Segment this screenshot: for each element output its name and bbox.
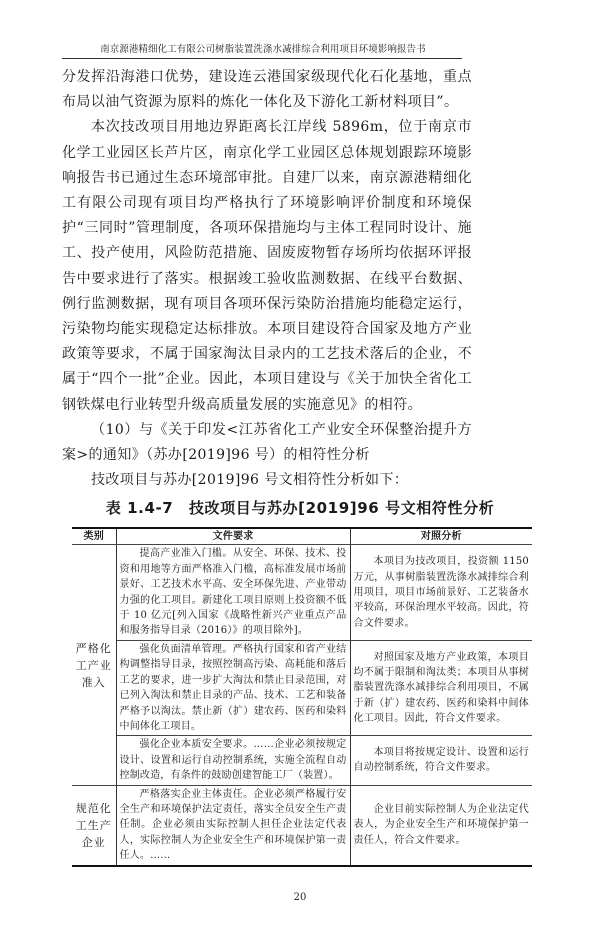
paragraph: 分发挥沿海港口优势，建设连云港国家级现代化石化基地，重点布局以油气资源为原料的炼化一体化及下游化工新材料项目”。 <box>62 69 472 111</box>
compliance-table <box>72 527 532 866</box>
analysis-cell: 本项目将按规定设计、设置和运行自动控制系统，符合文件要求。 <box>350 736 532 785</box>
table-row <box>72 640 532 735</box>
requirement-cell: 强化企业本质安全要求。……企业必须按规定设计、设置和运行自动控制系统，实施全流程自动控制改造，有条件的鼓励创建智能工厂（装置）。 <box>116 736 350 785</box>
header-divider <box>62 58 462 59</box>
requirement-cell: 强化负面清单管理。严格执行国家和省产业结构调整指导目录，按照控制高污染、高耗能和落后工艺的要求，进一步扩大淘汰和禁止目录范围，对已列入淘汰和禁止目录的产品、技术、工艺和装备严格予以淘汰。禁止新（扩）建农药、医药和染料中间体化工项目。 <box>116 640 350 735</box>
table-caption: 表 1.4-7 技改项目与苏办[2019]96 号文相符性分析 <box>105 499 495 518</box>
paragraph: 本次技改项目用地边界距离长江岸线 5896m，位于南京市化学工业园区长芦片区，南京化学工业园区总体规划跟踪环境影响报告书已通过生态环境部审批。自建厂以来，南京源港精细化工有限公司现有项目均严格执行了环境影响评价制度和环境保护“三同时”管理制度，各项环保措施均与主体工程同时设计、施工、投产使用，风险防范措施、固废废物暂存场所均依据环评报告中要求进行了落实。根据竣工验收监测数据、在线平台数据、例行监测数据，现有项目各项环保污染防治措施均能稳定运行，污染物均能实现稳定达标排放。本项目建设符合国家及地方产业政策等要求，不属于国家淘汰目录内的工艺技术落后的企业，不属于“四个一批”企业。因此，本项目建设与《关于加快全省化工钢铁煤电行业转型升级高质量发展的实施意见》的相符。 <box>62 119 472 413</box>
category-cell: 规范化工生产企业 <box>72 785 116 866</box>
header-analysis: 对照分析 <box>350 528 532 545</box>
analysis-cell: 对照国家及地方产业政策，本项目均不属于限制和淘汰类；本项目从事树脂装置洗涤水减排综合利用项目，不属于新（扩）建农药、医药和染料中间体化工项目。因此，符合文件要求。 <box>350 640 532 735</box>
document-header: 南京源港精细化工有限公司树脂装置洗涤水减排综合利用项目环境影响报告书 <box>100 44 426 55</box>
analysis-cell: 企业目前实际控制人为企业法定代表人，为企业安全生产和环境保护第一责任人，符合文件要求。 <box>350 785 532 866</box>
analysis-cell: 本项目为技改项目，投资额 1150 万元，从事树脂装置洗涤水减排综合利用项目，项目市场前景好、工艺装备水平较高，环保治理水平较高。因此，符合文件要求。 <box>350 545 532 640</box>
requirement-cell: 提高产业准入门槛。从安全、环保、技术、投资和用地等方面严格准入门槛，高标准发展市场前景好、工艺技术水平高、安全环保先进、产业带动力强的化工项目。新建化工项目原则上投资额不低于 10 亿元[列入国家《战略性新兴产业重点产品和服务指导目录（2016）》的项目除外]。 <box>116 545 350 640</box>
requirement-cell: 严格落实企业主体责任。企业必须严格履行安全生产和环境保护法定责任，落实全员安全生产责任制。企业必须由实际控制人担任企业法定代表人，实际控制人为企业安全生产和环境保护第一责任人。…… <box>116 785 350 866</box>
paragraph: 技改项目与苏办[2019]96 号文相符性分析如下： <box>91 472 409 489</box>
header-requirement: 文件要求 <box>116 528 350 545</box>
section-heading: （10）与《关于印发<江苏省化工产业安全环保整治提升方案>的通知》（苏办[2019]96 号）的相符性分析 <box>62 421 472 464</box>
header-category: 类别 <box>72 528 116 545</box>
table-row <box>72 545 532 640</box>
table-row <box>72 736 532 785</box>
category-cell: 严格化工产业准入 <box>72 545 116 785</box>
body-text <box>62 65 472 493</box>
table-header-row <box>72 528 532 545</box>
page-number: 20 <box>293 891 307 903</box>
table-row <box>72 785 532 866</box>
